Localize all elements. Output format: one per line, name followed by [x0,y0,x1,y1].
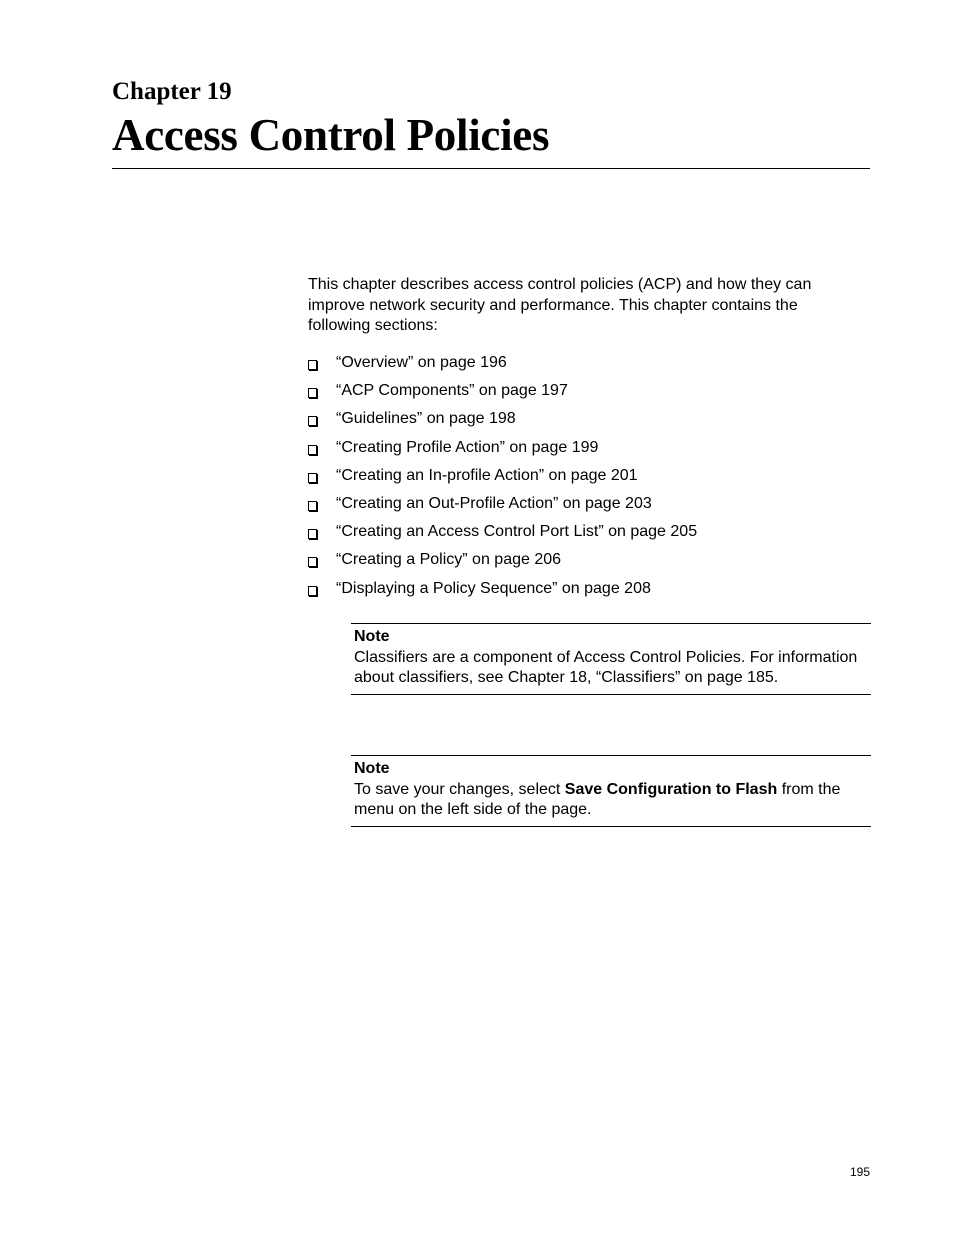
list-item [308,549,697,577]
intro-paragraph: This chapter describes access control policies (ACP) and how they can improve network security and performance. This chapter contains the following sections: [308,276,812,334]
chapter-label: Chapter 19 [112,78,232,105]
note-text-start: To save your changes, select [354,780,565,798]
list-item [308,437,697,465]
list-item [308,521,697,549]
note-text-end: from the menu on the left side of the page. [354,780,841,818]
page-number: 195 [849,1165,870,1179]
list-item [308,578,697,606]
list-item [308,408,697,436]
list-item-label: “ACP Components” on page 197 [336,382,568,400]
checkbox-bullet-icon [308,557,317,567]
title-rule [112,168,870,169]
list-item-label: “Creating Profile Action” on page 199 [336,438,599,456]
checkbox-bullet-icon [308,501,317,511]
note-heading: Note [354,628,390,645]
list-item [308,352,697,380]
list-item-label: “Displaying a Policy Sequence” on page 208 [336,579,651,597]
list-item-label: “Creating an Out-Profile Action” on page 203 [336,494,652,512]
note-classifiers [351,623,871,695]
list-item-label: “Overview” on page 196 [336,354,507,371]
note-text-bold: Save Configuration to Flash [564,780,778,798]
note-heading: Note [354,760,390,777]
section-list [308,352,697,606]
list-item [308,465,697,493]
note-text [354,780,868,821]
note-text: Classifiers are a component of Access Control Policies. For information about classifiers, see Chapter 18, “Classifiers” on page 185. [354,648,858,686]
chapter-title: Access Control Policies [112,110,550,160]
checkbox-bullet-icon [308,529,317,539]
list-item [308,380,697,408]
checkbox-bullet-icon [308,445,317,455]
checkbox-bullet-icon [308,473,317,483]
checkbox-bullet-icon [308,416,317,426]
checkbox-bullet-icon [308,586,317,596]
checkbox-bullet-icon [308,360,317,370]
list-item-label: “Creating an Access Control Port List” on page 205 [336,523,698,541]
checkbox-bullet-icon [308,388,317,398]
note-save-config [351,755,871,827]
list-item-label: “Guidelines” on page 198 [336,410,516,428]
list-item-label: “Creating an In-profile Action” on page 201 [336,466,638,484]
list-item-label: “Creating a Policy” on page 206 [336,551,562,569]
list-item [308,493,697,521]
